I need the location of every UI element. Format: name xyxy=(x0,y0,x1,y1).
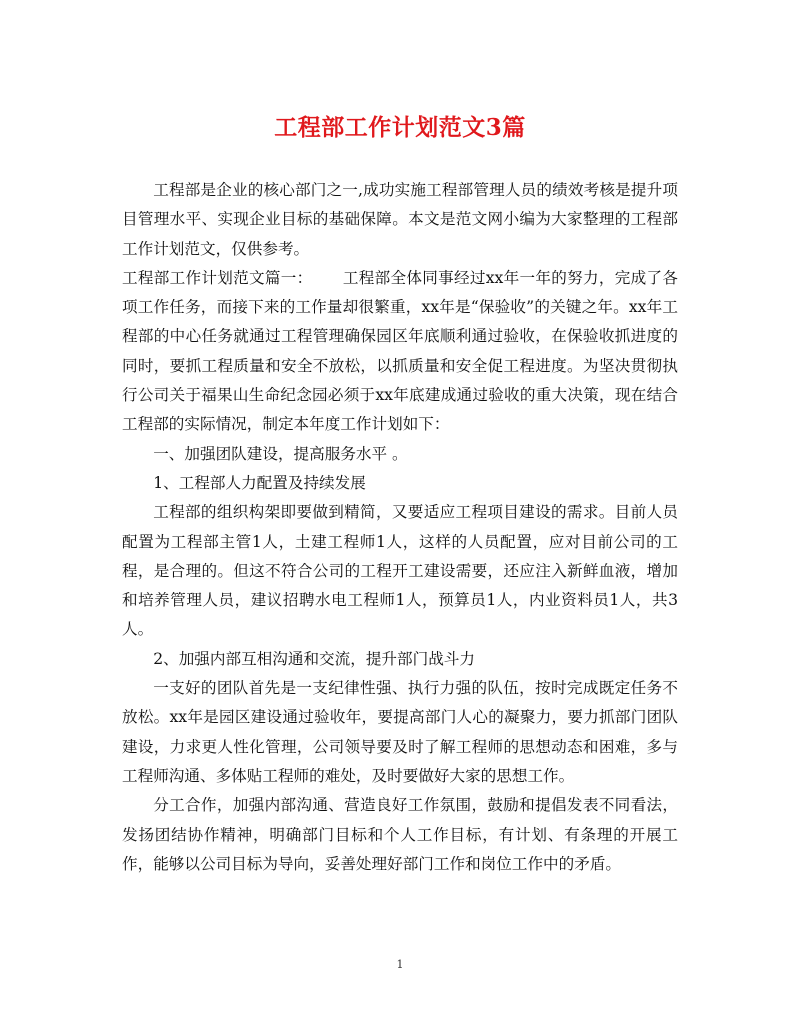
subheading-2: 2、加强内部互相沟通和交流，提升部门战斗力 xyxy=(153,649,475,668)
document-body xyxy=(122,176,678,879)
section-body: 工程部全体同事经过xx年一年的努力，完成了各项工作任务，而接下来的工作量却很繁重，xx年是“保验收”的关键之年。xx年工程部的中心任务就通过工程管理确保园区年底顺利通过验收，在保验收抓进度的同时，要抓工程质量和安全不放松，以抓质量和安全促工程进度。为坚决贯彻执行公司关于福果山生命纪念园必须于xx年底建成通过验收的重大决策，现在结合工程部的实际情况，制定本年度工作计划如下： xyxy=(122,268,678,434)
intro-paragraph: 工程部是企业的核心部门之一,成功实施工程部管理人员的绩效考核是提升项目管理水平、实现企业目标的基础保障。本文是范文网小编为大家整理的工程部工作计划范文，仅供参考。 xyxy=(122,181,678,258)
subheading-1: 1、工程部人力配置及持续发展 xyxy=(153,473,366,492)
document-title: 工程部工作计划范文3篇 xyxy=(274,114,526,141)
heading-1: 一、加强团队建设，提高服务水平 。 xyxy=(153,444,408,463)
paragraph-staffing: 工程部的组织构架即要做到精简，又要适应工程项目建设的需求。目前人员配置为工程部主管1人，土建工程师1人，这样的人员配置，应对目前公司的工程，是合理的。但这不符合公司的工程开工建设需要，还应注入新鲜血液，增加和培养管理人员，建议招聘水电工程师1人，预算员1人，内业资料员1人，共3人。 xyxy=(122,503,678,639)
page-number: 1 xyxy=(396,958,404,971)
paragraph-team: 一支好的团队首先是一支纪律性强、执行力强的队伍，按时完成既定任务不放松。xx年是园区建设通过验收年，要提高部门人心的凝聚力，要力抓部门团队建设，力求更人性化管理，公司领导要及时了解工程师的思想动态和困难，多与工程师沟通、多体贴工程师的难处，及时要做好大家的思想工作。 xyxy=(122,679,678,785)
section-heading: 工程部工作计划范文篇一： xyxy=(122,268,313,287)
paragraph-cooperation: 分工合作，加强内部沟通、营造良好工作氛围，鼓励和提倡发表不同看法，发扬团结协作精神，明确部门目标和个人工作目标，有计划、有条理的开展工作，能够以公司目标为导向，妥善处理好部门工作和岗位工作中的矛盾。 xyxy=(122,796,678,873)
section-paragraph xyxy=(122,264,678,440)
